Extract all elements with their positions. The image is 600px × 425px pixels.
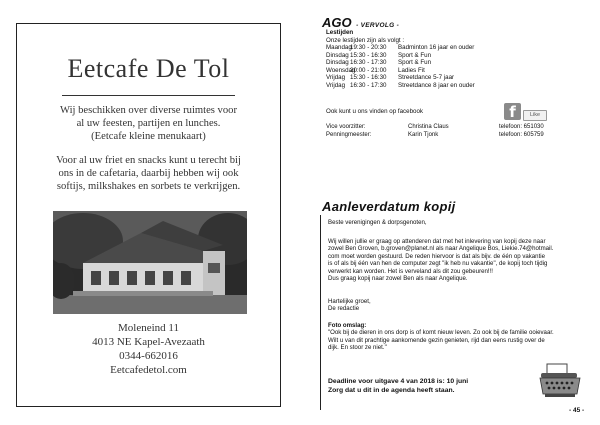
lestijden-title: Lestijden: [326, 29, 354, 36]
schedule-time: 20:00 - 21:00: [350, 66, 387, 74]
schedule-row: [326, 52, 588, 60]
ad-title-underline: [62, 95, 235, 96]
kopij-sign-line: Hartelijke groet,: [328, 298, 371, 305]
ago-lestijden: [326, 29, 588, 89]
foto-omslag-line: dijk. En stoor ze niet.": [328, 344, 387, 352]
kopij-body-line: zowel Ben Groven, b.groven@planet.nl als naar Angelique Bos, Liekie.74@hotmail.: [328, 245, 554, 253]
schedule-day: Vrijdag: [326, 74, 346, 81]
kopij-greeting: Beste verenigingen & dorpsgenoten,: [328, 219, 427, 226]
schedule-day: Dinsdag: [326, 51, 349, 59]
contact-name: Christina Claus: [408, 124, 449, 130]
ad-snacks-line: ons in de cafetaria, daarbij hebben wij ook: [58, 168, 239, 179]
ad-snacks-line: softijs, milkshakes en sorbets te verkrijgen.: [56, 181, 241, 192]
ad-snacks-text: [25, 154, 272, 193]
contact-role: Penningmeester:: [326, 131, 372, 138]
ad-intro-line: Wij beschikken over diverse ruimtes voor: [60, 105, 237, 116]
facebook-like-button: Like: [523, 110, 547, 121]
schedule-activity: Streetdance 5-7 jaar: [398, 74, 455, 81]
kopij-body-line: Wij willen jullie er graag op attenderen dat met het inlevering van kopij deze naar: [328, 238, 546, 245]
deadline-line: Deadline voor uitgave 4 van 2018 is: 10 juni: [328, 378, 469, 385]
schedule-day: Maandag: [326, 44, 352, 51]
ad-postcode-city: 4013 NE Kapel-Avezaath: [92, 336, 205, 348]
kopij-body-line: verwerkt kan worden. Het is verveland als dit zou gebeuren!!!: [328, 267, 493, 275]
kopij-body-line: is of als bij één van hen de computer zegt "ik heb nu vakantie", de kopij toch tijdig: [328, 260, 548, 268]
schedule-activity: Streetdance 8 jaar en ouder: [398, 81, 475, 89]
typewriter-icon: [537, 362, 583, 400]
schedule-day: Woensdag: [326, 66, 356, 74]
contact-phones: [499, 124, 544, 139]
lestijden-intro: Onze lestijden zijn als volgt :: [326, 36, 405, 44]
page-number: - 45 -: [569, 407, 585, 414]
ad-title: Eetcafe De Tol: [67, 54, 230, 83]
kopij-signature: [328, 298, 580, 313]
ago-heading-suffix: - VERVOLG -: [356, 22, 400, 29]
schedule-activity: Ladies Fit: [398, 66, 425, 74]
kopij-body-line: Dus graag kopij naar zowel Ben als naar Angelique.: [328, 274, 468, 282]
contact-roles: [326, 124, 371, 139]
ad-phone: 0344-662016: [119, 350, 178, 362]
facebook-icon: f: [504, 103, 521, 120]
schedule-row: [326, 59, 588, 67]
foto-omslag-line: Wilt u van dit prachtige aankomende gezin genieten, rijd dan eens rustig over de: [328, 336, 545, 344]
schedule-row: [326, 67, 588, 75]
contact-role: Vice voorzitter:: [326, 124, 366, 130]
ad-intro-line: (Eetcafe kleine menukaart): [91, 131, 206, 142]
contact-phone: telefoon: 651030: [499, 124, 544, 130]
schedule-row: [326, 74, 588, 82]
ad-intro-text: [25, 104, 272, 143]
eetcafe-advertisement: [16, 23, 281, 407]
contact-phone: telefoon: 605759: [499, 131, 544, 138]
kopij-title: Aanleverdatum kopij: [322, 199, 456, 214]
schedule-day: Vrijdag: [326, 81, 346, 89]
schedule-activity: Sport & Fun: [398, 59, 432, 66]
schedule-time: 16:30 - 17:30: [350, 81, 387, 89]
schedule-time: 15:30 - 16:30: [350, 51, 387, 59]
right-page: [300, 0, 600, 425]
schedule-day: Dinsdag: [326, 59, 349, 66]
contact-names: [408, 124, 449, 139]
schedule-time: 15:30 - 16:30: [350, 74, 387, 81]
facebook-text: Ook kunt u ons vinden op facebook: [326, 108, 424, 115]
schedule-row: [326, 82, 588, 90]
schedule-time: 16:30 - 17:30: [350, 59, 387, 66]
foto-omslag-line: "Ook bij de dieren in ons dorp is of komt nieuw leven. Zo ook bij de familie ooievaar.: [328, 329, 554, 337]
schedule-row: [326, 44, 588, 52]
ad-snacks-line: Voor al uw friet en snacks kunt u terecht bij: [56, 155, 241, 166]
ad-street: Moleneind 11: [118, 322, 179, 334]
ad-website: Eetcafedetol.com: [110, 364, 187, 376]
foto-omslag-title: Foto omslag:: [328, 322, 367, 329]
foto-omslag: [328, 322, 580, 352]
schedule-time: 19:30 - 20:30: [350, 44, 387, 51]
ago-heading-title: AGO: [322, 15, 352, 30]
kopij-sign-line: De redactie: [328, 305, 360, 313]
kopij-body: [328, 238, 580, 282]
schedule-activity: Badminton 16 jaar en ouder: [398, 44, 475, 51]
kopij-body-line: com moet worden gestuurd. De reden hiervoor is dat als bijv. de één op vakantie: [328, 252, 546, 260]
ad-intro-line: al uw feesten, partijen en lunches.: [76, 118, 221, 129]
cafe-photo: [53, 211, 247, 314]
cafe-building-illustration: [53, 211, 247, 314]
schedule-activity: Sport & Fun: [398, 51, 432, 59]
ad-address: [17, 321, 280, 377]
contact-name: Karin Tjonk: [408, 131, 439, 138]
deadline-line: Zorg dat u dit in de agenda heeft staan.: [328, 386, 455, 394]
